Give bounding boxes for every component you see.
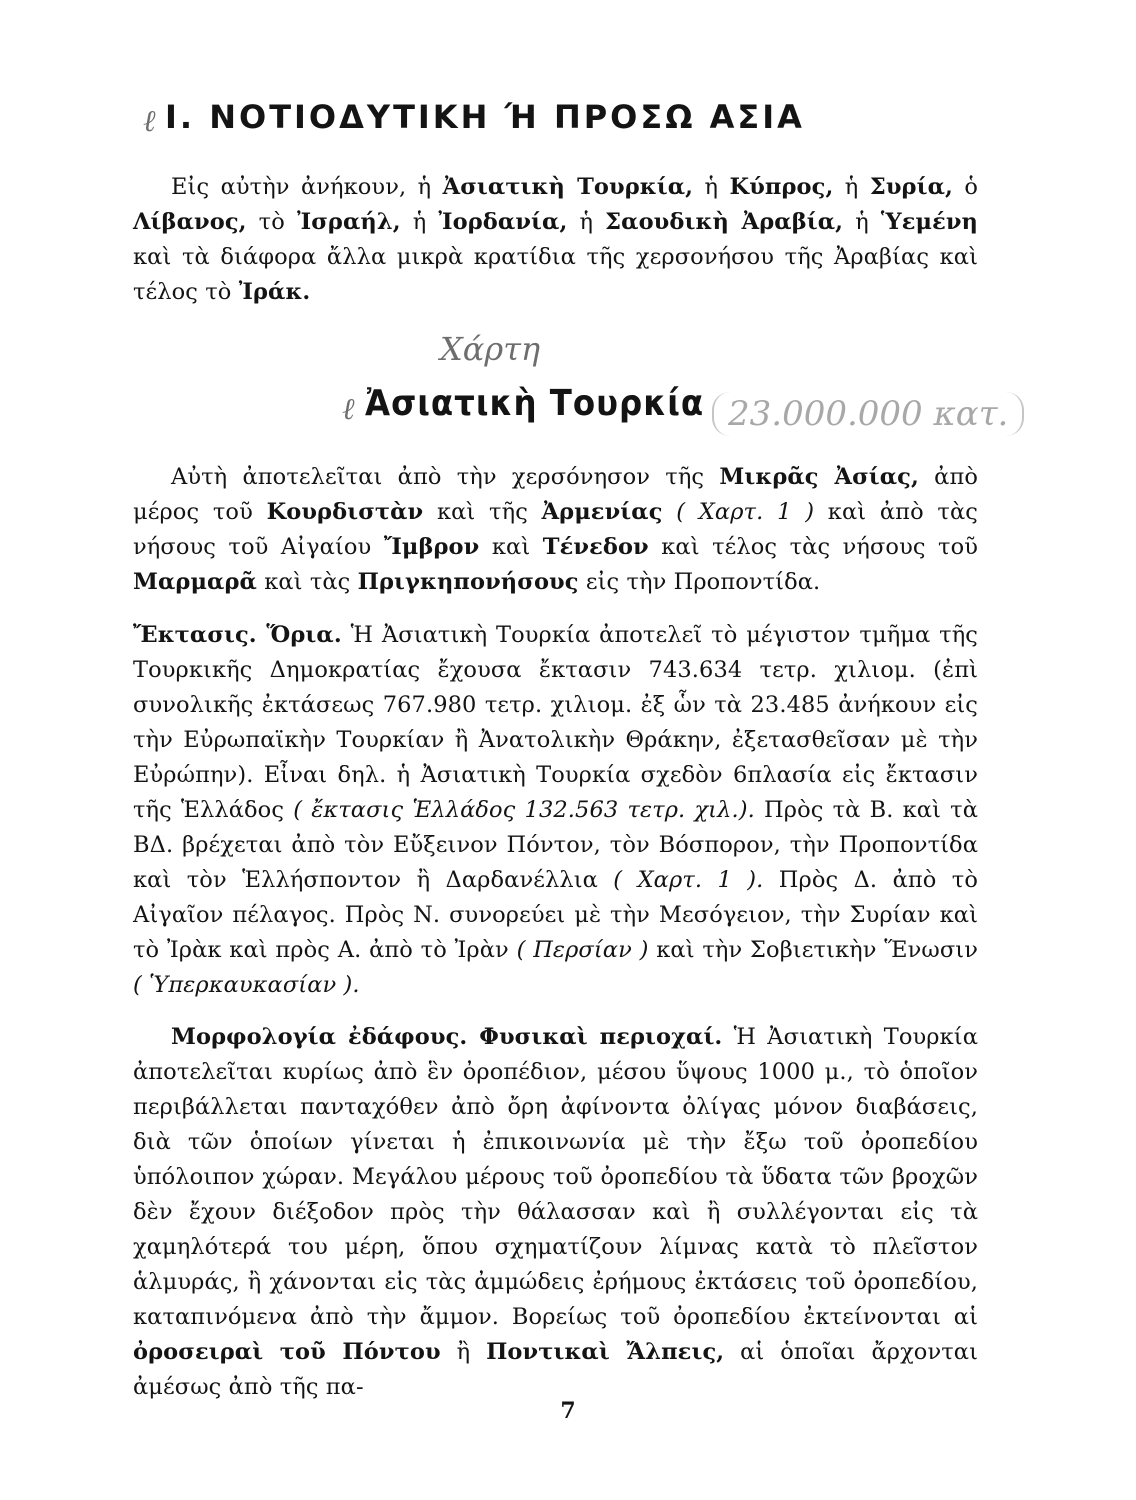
para-text: ἢ xyxy=(440,1339,487,1365)
chapter-title: I. ΝΟΤΙΟΔΥΤΙΚΗ Ή ΠΡΟΣΩ ΑΣΙΑ xyxy=(165,98,805,136)
turkey-description-paragraph xyxy=(133,460,978,600)
para-text: Πρὸς τὰ Β. καὶ τὰ ΒΔ. βρέχεται ἀπὸ τὸν Εὔξεινον Πόντον, τὸν Βόσπορον, τὴν Προποντίδα καὶ τὸν Ἑλλήσποντον ἢ Δαρδανέλλια xyxy=(133,797,979,893)
para-text: Πρὸς Δ. ἀπὸ τὸ Αἰγαῖον πέλαγος. Πρὸς Ν. συνορεύει μὲ τὴν Μεσόγειον, τὴν Συρίαν καὶ τὸ Ἰρὰκ καὶ πρὸς Α. ἀπὸ τὸ Ἰρὰν xyxy=(133,867,978,963)
para-text: αἱ ὁποῖαι ἄρχονται ἀμέσως ἀπὸ τῆς πα- xyxy=(133,1339,978,1400)
para-text: καὶ τῆς xyxy=(423,499,542,525)
para-text: Ἡ Ἀσιατικὴ Τουρκία ἀποτελεῖ τὸ μέγιστον τμῆμα τῆς Τουρκικῆς Δημοκρατίας ἔχουσα ἔκτασιν 743.634 τετρ. χιλιομ. (ἐπὶ συνολικῆς ἐκτάσεως 767.980 τετρ. χιλιομ. ἐξ ὧν τὰ 23.485 ἀνήκουν εἰς τὴν Εὐρωπαϊκὴν Τουρκίαν ἢ Ἀνατολικὴν Θράκην, ἐξετασθεῖσαν μὲ τὴν Εὐρώπην). Εἶναι δηλ. ἡ Ἀσιατικὴ Τουρκία σχεδὸν 6πλασία εἰς ἔκτασιν τῆς Ἑλλάδος xyxy=(133,622,978,823)
intro-text: ἡ xyxy=(567,209,606,235)
para-text: καὶ τὰς xyxy=(256,569,358,595)
para-term: Ἴμβρον xyxy=(383,534,480,560)
handwritten-chapter-mark: ℓ xyxy=(143,104,156,139)
morphology-paragraph xyxy=(133,1020,978,1405)
intro-term: Ἰσραήλ, xyxy=(296,209,401,235)
intro-term: Συρία, xyxy=(869,174,953,200)
handwritten-section-mark: ℓ xyxy=(342,392,355,427)
para-term: Μικρᾶς Ἀσίας, xyxy=(719,464,919,490)
intro-term: Ἰράκ. xyxy=(238,279,311,305)
intro-text: Εἰς αὐτὴν ἀνήκουν, ἡ xyxy=(171,174,443,200)
para-term: Μαρμαρᾶ xyxy=(133,569,257,595)
intro-term: Ἰορδανία, xyxy=(438,209,568,235)
section-title: Ἀσιατικὴ Τουρκία xyxy=(365,383,705,424)
intro-text: ὁ xyxy=(952,174,979,200)
intro-text: ἡ xyxy=(693,174,730,200)
para-term: Πριγκηπονήσους xyxy=(357,569,579,595)
para-text: ἀπὸ μέρος τοῦ xyxy=(133,464,978,525)
intro-term: Κύπρος, xyxy=(729,174,834,200)
para-text: εἰς τὴν Προποντίδα. xyxy=(578,569,821,595)
para-text: καὶ xyxy=(479,534,543,560)
paragraph-heading: Μορφολογία ἐδάφους. Φυσικαὶ περιοχαί. xyxy=(171,1024,723,1050)
para-text: καὶ ἀπὸ τὰς νήσους τοῦ Αἰγαίου xyxy=(133,499,978,560)
paragraph-heading: Ἔκτασις. Ὅρια. xyxy=(133,622,342,648)
para-term: Κουρδιστὰν xyxy=(266,499,424,525)
persia-reference: ( Περσίαν ) xyxy=(508,937,649,963)
para-term: Ποντικαὶ Ἄλπεις, xyxy=(486,1339,725,1365)
handwritten-map-note: Χάρτη xyxy=(440,330,541,368)
extent-borders-paragraph xyxy=(133,618,978,1003)
para-term: Τένεδον xyxy=(542,534,649,560)
intro-term: Ὑεμένη xyxy=(880,209,979,235)
para-text: καὶ τὴν Σοβιετικὴν Ἕνωσιν xyxy=(648,937,978,963)
intro-text: ἡ xyxy=(400,209,439,235)
transcaucasia-reference: ( Ὑπερκαυκασίαν ). xyxy=(133,972,360,998)
para-text: καὶ τέλος τὰς νήσους τοῦ xyxy=(648,534,979,560)
handwritten-population-note: 23.000.000 κατ. xyxy=(712,392,1024,436)
para-text: Ἡ Ἀσιατικὴ Τουρκία ἀποτελεῖται κυρίως ἀπὸ ἓν ὀροπέδιον, μέσου ὕψους 1000 μ., τὸ ὁποῖον περιβάλλεται πανταχόθεν ἀπὸ ὄρη ἀφίνοντα ὀλίγας μόνον διαβάσεις, διὰ τῶν ὁποίων γίνεται ἡ ἐπικοινωνία μὲ τὴν ἔξω τοῦ ὀροπεδίου ὑπόλοιπον χώραν. Μεγάλου μέρους τοῦ ὀροπεδίου τὰ ὕδατα τῶν βροχῶν δὲν ἔχουν διέξοδον πρὸς τὴν θάλασσαν καὶ ἢ συλλέγονται εἰς τὰ χαμηλότερά του μέρη, ὅπου σχηματίζουν λίμνας κατὰ τὸ πλεῖστον ἁλμυράς, ἢ χάνονται εἰς τὰς ἀμμώδεις ἐρήμους ἐκτάσεις τοῦ ὀροπεδίου, καταπινόμενα ἀπὸ τὴν ἄμμον. Βορείως τοῦ ὀροπεδίου ἐκτείνονται αἱ xyxy=(133,1024,978,1330)
intro-term: Λίβανος, xyxy=(133,209,247,235)
intro-term: Ἀσιατικὴ Τουρκία, xyxy=(442,174,694,200)
page-number: 7 xyxy=(560,1398,576,1424)
map-reference: ( Χαρτ. 1 ) xyxy=(662,499,815,525)
intro-text: ἡ xyxy=(843,209,881,235)
intro-text: ἡ xyxy=(833,174,870,200)
para-term: ὀροσειραὶ τοῦ Πόντου xyxy=(133,1339,441,1365)
intro-term: Σαουδικὴ Ἀραβία, xyxy=(605,209,844,235)
intro-text: καὶ τὰ διάφορα ἄλλα μικρὰ κρατίδια τῆς χερσονήσου τῆς Ἀραβίας καὶ τέλος τὸ xyxy=(133,244,978,305)
para-term: Ἀρμενίας xyxy=(541,499,663,525)
intro-paragraph xyxy=(133,170,978,310)
map-reference: ( Χαρτ. 1 ). xyxy=(597,867,764,893)
area-reference: ( ἔκτασις Ἑλλάδος 132.563 τετρ. χιλ.). xyxy=(284,797,755,823)
intro-text: τὸ xyxy=(246,209,297,235)
para-text: Αὐτὴ ἀποτελεῖται ἀπὸ τὴν χερσόνησον τῆς xyxy=(171,464,720,490)
